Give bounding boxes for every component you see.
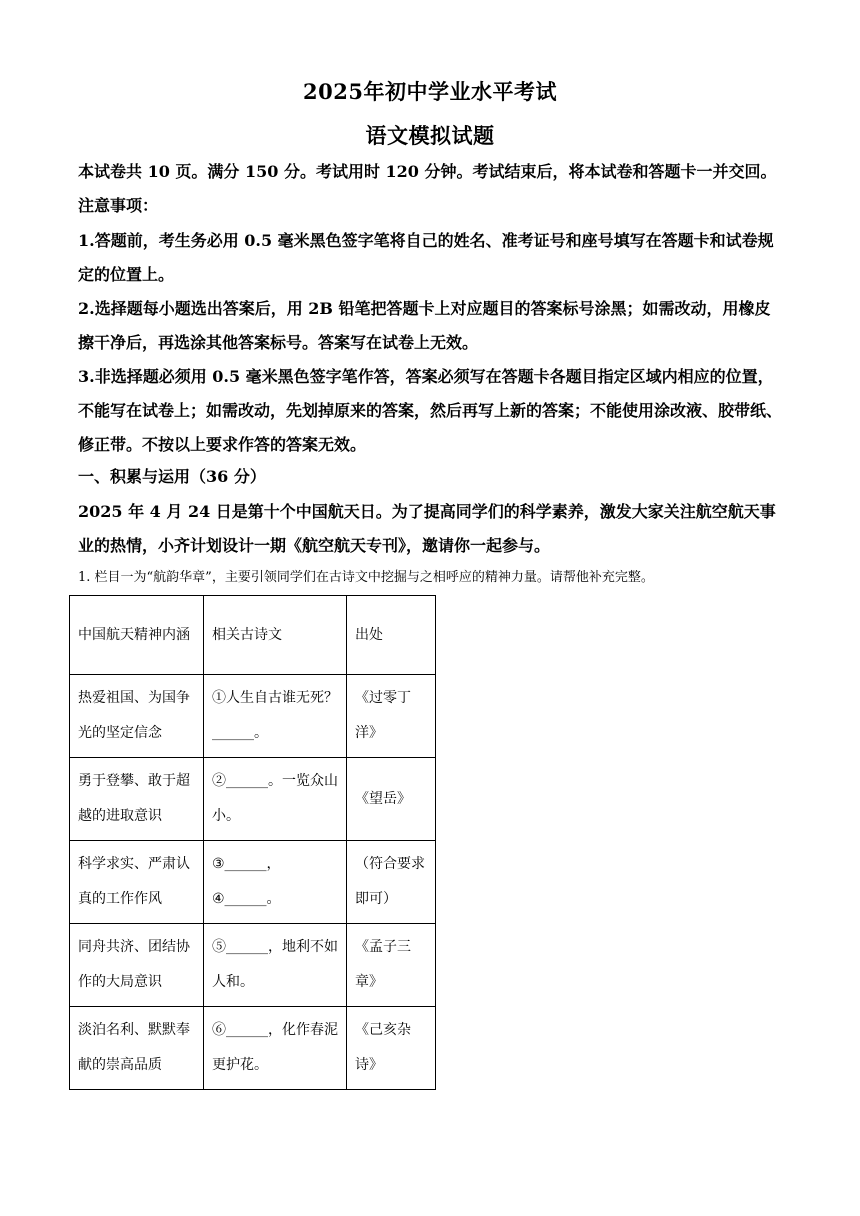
poem-blank-cell: ③______，④______。 [204,841,347,924]
table-row [70,675,436,758]
table-header-cell: 出处 [347,596,436,675]
spirit-cell: 科学求实、严肃认真的工作作风 [70,841,204,924]
spirit-cell: 勇于登攀、敢于超越的进取意识 [70,758,204,841]
spirit-cell: 淡泊名利、默默奉献的崇高品质 [70,1007,204,1090]
table-header-cell: 中国航天精神内涵 [70,596,204,675]
question-1: 1. 栏目一为“航韵华章”，主要引领同学们在古诗文中挖掘与之相呼应的精神力量。请帮他补充完整。 [78,570,654,585]
spirit-cell: 热爱祖国、为国争光的坚定信念 [70,675,204,758]
notice-item-2: 2.选择题每小题选出答案后，用 2B 铅笔把答题卡上对应题目的答案标号涂黑；如需改动，用橡皮擦干净后，再选涂其他答案标号。答案写在试卷上无效。 [78,299,771,352]
spirit-cell: 同舟共济、团结协作的大局意识 [70,924,204,1007]
exam-title: 2025年初中学业水平考试 [303,79,557,104]
table-row [70,758,436,841]
table-row [70,924,436,1007]
exam-subtitle: 语文模拟试题 [365,123,495,148]
notice-item-3: 3.非选择题必须用 0.5 毫米黑色签字笔作答，答案必须写在答题卡各题目指定区域内相应的位置，不能写在试卷上；如需改动，先划掉原来的答案，然后再写上新的答案；不能使用涂改液、胶带纸、修正带。不按以上要求作答的答案无效。 [78,367,783,454]
poem-blank-cell: ⑤______，地利不如人和。 [204,924,347,1007]
table-row [70,841,436,924]
section-heading: 一、积累与运用（36 分） [78,467,266,486]
source-cell: 《己亥杂诗》 [347,1007,436,1090]
source-cell: 《过零丁洋》 [347,675,436,758]
table-header-cell: 相关古诗文 [204,596,347,675]
source-cell: 《望岳》 [347,758,436,841]
table-row [70,1007,436,1090]
poetry-table [69,595,436,1090]
notice-item-1: 1.答题前，考生务必用 0.5 毫米黑色签字笔将自己的姓名、准考证号和座号填写在答题卡和试卷规定的位置上。 [78,231,774,284]
source-cell: （符合要求即可） [347,841,436,924]
poem-blank-cell: ②______。一览众山小。 [204,758,347,841]
source-cell: 《孟子三章》 [347,924,436,1007]
intro-text: 本试卷共 10 页。满分 150 分。考试用时 120 分钟。考试结束后，将本试卷和答题卡一并交回。 [78,162,777,181]
notice-heading: 注意事项： [78,196,159,215]
section-background: 2025 年 4 月 24 日是第十个中国航天日。为了提高同学们的科学素养，激发大家关注航空航天事业的热情，小齐计划设计一期《航空航天专刊》，邀请你一起参与。 [78,502,776,555]
poem-blank-cell: ①人生自古谁无死？______。 [204,675,347,758]
poem-blank-cell: ⑥______，化作春泥更护花。 [204,1007,347,1090]
table-header-row [70,596,436,675]
